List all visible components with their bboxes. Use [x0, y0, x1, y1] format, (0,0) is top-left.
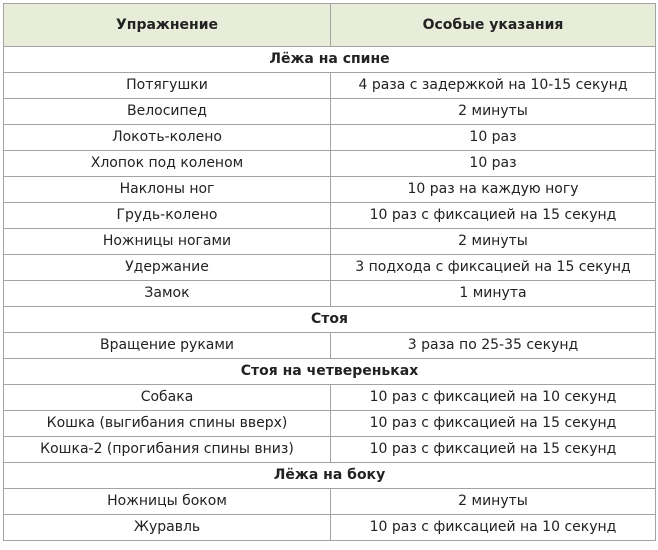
instruction-cell: 3 подхода с фиксацией на 15 секунд — [331, 255, 656, 281]
instruction-cell: 10 раз с фиксацией на 15 секунд — [331, 411, 656, 437]
table-row — [4, 125, 656, 151]
table-header-row — [4, 4, 656, 47]
table-row — [4, 99, 656, 125]
table-row — [4, 255, 656, 281]
table-body — [4, 47, 656, 541]
exercise-cell: Замок — [4, 281, 331, 307]
instruction-cell: 2 минуты — [331, 99, 656, 125]
table-row — [4, 437, 656, 463]
table-row — [4, 229, 656, 255]
exercise-cell: Вращение руками — [4, 333, 331, 359]
table-row — [4, 151, 656, 177]
exercise-cell: Грудь-колено — [4, 203, 331, 229]
table-row — [4, 385, 656, 411]
instruction-cell: 3 раза по 25-35 секунд — [331, 333, 656, 359]
instruction-cell: 10 раз на каждую ногу — [331, 177, 656, 203]
exercise-table-wrapper — [3, 3, 656, 541]
table-row — [4, 177, 656, 203]
exercise-cell: Собака — [4, 385, 331, 411]
instruction-cell: 2 минуты — [331, 229, 656, 255]
instruction-cell: 10 раз — [331, 125, 656, 151]
instruction-cell: 10 раз с фиксацией на 10 секунд — [331, 515, 656, 541]
section-title: Лёжа на боку — [4, 463, 656, 489]
instruction-cell: 4 раза с задержкой на 10-15 секунд — [331, 73, 656, 99]
exercise-cell: Ножницы боком — [4, 489, 331, 515]
table-row — [4, 333, 656, 359]
section-row — [4, 47, 656, 73]
exercise-cell: Потягушки — [4, 73, 331, 99]
exercise-cell: Кошка (выгибания спины вверх) — [4, 411, 331, 437]
section-title: Лёжа на спине — [4, 47, 656, 73]
exercise-cell: Хлопок под коленом — [4, 151, 331, 177]
table-row — [4, 281, 656, 307]
exercise-cell: Журавль — [4, 515, 331, 541]
table-row — [4, 489, 656, 515]
exercise-cell: Локоть-колено — [4, 125, 331, 151]
table-row — [4, 515, 656, 541]
table-row — [4, 411, 656, 437]
exercise-table — [3, 3, 656, 541]
section-title: Стоя — [4, 307, 656, 333]
exercise-cell: Удержание — [4, 255, 331, 281]
instruction-cell: 2 минуты — [331, 489, 656, 515]
section-row — [4, 359, 656, 385]
exercise-cell: Велосипед — [4, 99, 331, 125]
instruction-cell: 10 раз с фиксацией на 10 секунд — [331, 385, 656, 411]
column-header-exercise: Упражнение — [4, 4, 331, 47]
instruction-cell: 10 раз с фиксацией на 15 секунд — [331, 437, 656, 463]
column-header-instructions: Особые указания — [331, 4, 656, 47]
table-row — [4, 203, 656, 229]
instruction-cell: 10 раз с фиксацией на 15 секунд — [331, 203, 656, 229]
section-title: Стоя на четвереньках — [4, 359, 656, 385]
table-row — [4, 73, 656, 99]
section-row — [4, 307, 656, 333]
exercise-cell: Наклоны ног — [4, 177, 331, 203]
exercise-cell: Кошка-2 (прогибания спины вниз) — [4, 437, 331, 463]
instruction-cell: 1 минута — [331, 281, 656, 307]
section-row — [4, 463, 656, 489]
exercise-cell: Ножницы ногами — [4, 229, 331, 255]
instruction-cell: 10 раз — [331, 151, 656, 177]
